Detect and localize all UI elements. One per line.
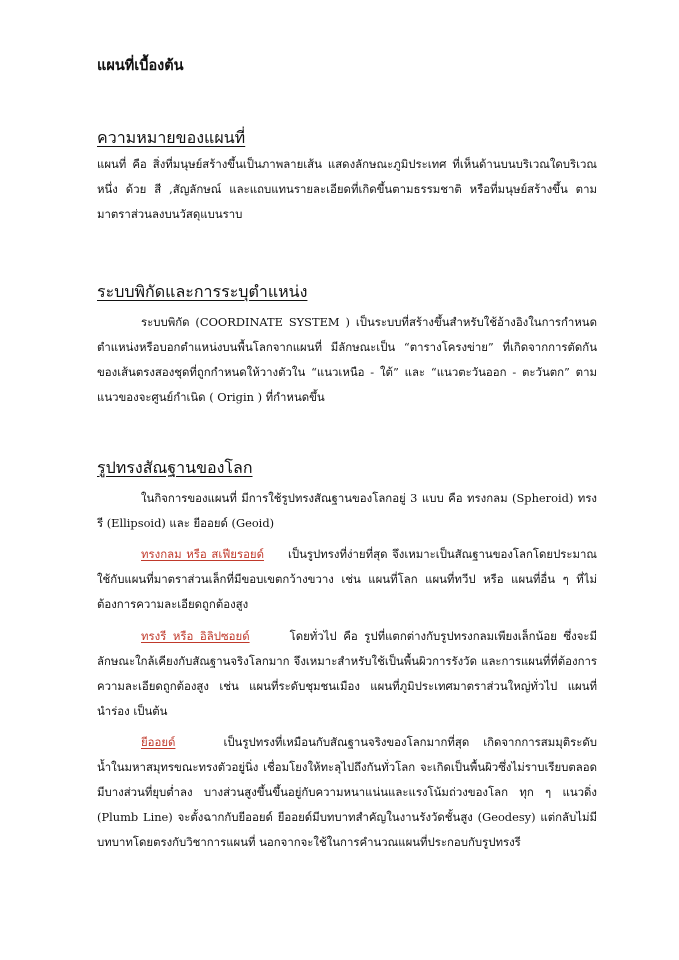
section-heading-map-meaning: ความหมายของแผนที่ [97, 128, 246, 147]
document-title: แผนที่เบื้องต้น [97, 57, 184, 74]
term-ellipsoid-description: โดยทั่วไป คือ รูปที่แตกต่างกับรูปทรงกลมเพียงเล็กน้อย ซึ่งจะมีลักษณะใกล้เคียงกับสัณฐานจริงโลกมาก จึงเหมาะสำหรับใช้เป็นพื้นผิวการรังวัด และการแผนที่ที่ต้องการความละเอียดถูกต้องสูง เช่น แผนที่ระดับชุมชนเมือง แผนที่ภูมิประเทศมาตราส่วนใหญ่ทั่วไป แผนที่นำร่อง เป็นต้น [97, 629, 597, 718]
term-geoid: ยีออยด์ [141, 735, 176, 749]
earth-shape-item-geoid [97, 730, 597, 855]
section-intro-earth-shape: ในกิจการของแผนที่ มีการใช้รูปทรงสัณฐานของโลกอยู่ 3 แบบ คือ ทรงกลม (Spheroid) ทรงรี (Ellipsoid) และ ยีออยด์ (Geoid) [97, 491, 597, 530]
section-heading-coordinate-system: ระบบพิกัดและการระบุตำแหน่ง [97, 282, 308, 301]
earth-shape-item-spheroid [97, 542, 597, 617]
section-paragraph-map-meaning: แผนที่ คือ สิ่งที่มนุษย์สร้างขึ้นเป็นภาพลายเส้น แสดงลักษณะภูมิประเทศ ที่เห็นด้านบนบริเวณใดบริเวณหนึ่ง ด้วย สี ,สัญลักษณ์ และแถบแทนรายละเอียดที่เกิดขึ้นตามธรรมชาติ หรือที่มนุษย์สร้างขึ้น ตามมาตราส่วนลงบนวัสดุแบนราบ [97, 157, 597, 221]
term-spheroid-description: เป็นรูปทรงที่ง่ายที่สุด จึงเหมาะเป็นสัณฐานของโลกโดยประมาณ ใช้กับแผนที่มาตราส่วนเล็กที่มีขอบเขตกว้างขวาง เช่น แผนที่โลก แผนที่ทวีป หรือ แผนที่อื่น ๆ ที่ไม่ต้องการความละเอียดถูกต้องสูง [97, 547, 598, 611]
term-geoid-description: เป็นรูปทรงที่เหมือนกับสัณฐานจริงของโลกมากที่สุด เกิดจากการสมมุติระดับน้ำในมหาสมุทรขณะทรงตัวอยู่นิ่ง เชื่อมโยงให้ทะลุไปถึงกันทั่วโลก จะเกิดเป็นพื้นผิวซึ่งไม่ราบเรียบตลอด มีบางส่วนที่ยุบต่ำลง บางส่วนสูงขึ้นขึ้นอยู่กับความหนาแน่นและแรงโน้มถ่วงของโลก ทุก ๆ แนวดิ่ง (Plumb Line) จะตั้งฉากกับยีออยด์ ยีออยด์มีบทบาทสำคัญในงานรังวัดชั้นสูง (Geodesy) แต่กลับไม่มีบทบาทโดยตรงกับวิชาการแผนที่ นอกจากจะใช้ในการคำนวณแผนที่ประกอบกับรูปทรงรี [97, 735, 597, 849]
term-spheroid: ทรงกลม หรือ สเฟียรอยด์ [141, 547, 265, 561]
section-paragraph-coordinate-system: ระบบพิกัด (COORDINATE SYSTEM ) เป็นระบบที่สร้างขึ้นสำหรับใช้อ้างอิงในการกำหนดตำแหน่งหรือบอกตำแหน่งบนพื้นโลกจากแผนที่ มีลักษณะเป็น “ตารางโครงข่าย” ที่เกิดจากการตัดกันของเส้นตรงสองชุดที่ถูกกำหนดให้วางตัวใน “แนวเหนือ - ใต้” และ “แนวตะวันออก - ตะวันตก” ตามแนวของจะศูนย์กำเนิด ( Origin ) ที่กำหนดขึ้น [97, 315, 597, 404]
section-heading-earth-shape: รูปทรงสัณฐานของโลก [97, 458, 253, 477]
term-ellipsoid: ทรงรี หรือ อิลิปซอยด์ [141, 629, 250, 643]
earth-shape-item-ellipsoid [97, 624, 597, 724]
